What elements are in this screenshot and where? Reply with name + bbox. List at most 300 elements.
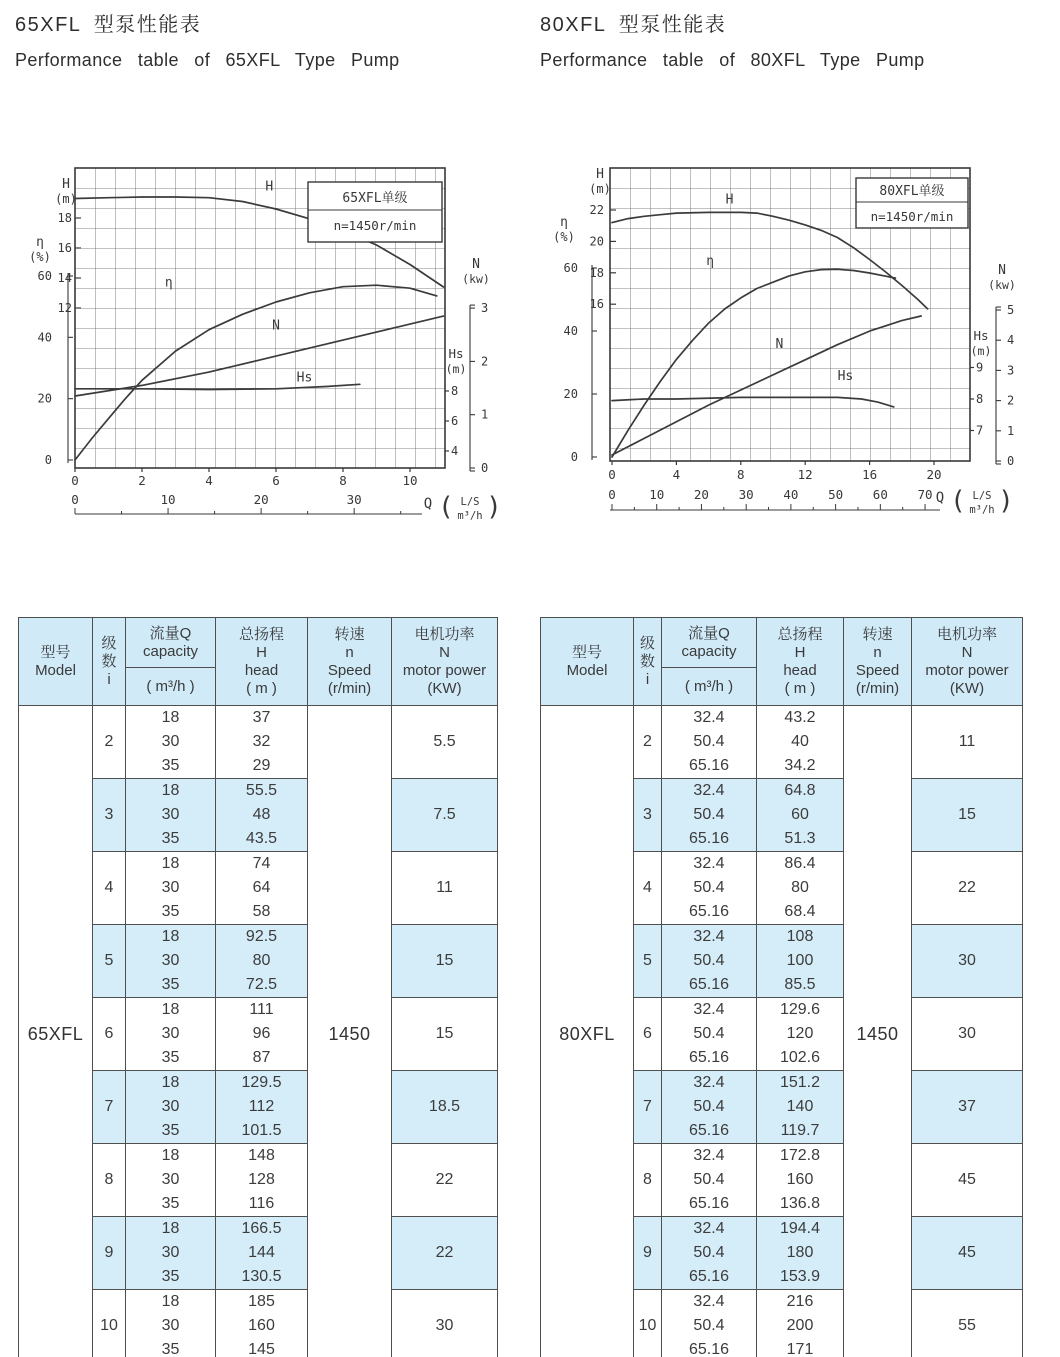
performance-chart-80xfl bbox=[540, 166, 1060, 531]
n-axis-tick: 0 bbox=[481, 461, 489, 475]
head-values bbox=[757, 998, 844, 1071]
chart-container-65xfl bbox=[20, 166, 540, 536]
text-line: motor power bbox=[925, 661, 1009, 679]
x-axis-ls-tick: 6 bbox=[272, 473, 280, 488]
curve-label-Hs: Hs bbox=[296, 370, 313, 386]
text-line: 194.4 bbox=[779, 1220, 821, 1237]
header-model bbox=[19, 618, 93, 706]
text-line: 35 bbox=[161, 1195, 180, 1212]
text-line: 流量Q bbox=[688, 624, 730, 642]
table-header bbox=[541, 618, 1023, 706]
text-line: 50.4 bbox=[693, 806, 725, 823]
text-line: 18 bbox=[161, 709, 180, 726]
n-axis-tick: 2 bbox=[1007, 393, 1015, 408]
header-capacity-unit: ( m³/h ) bbox=[126, 668, 216, 706]
text-line: 65.16 bbox=[688, 830, 730, 847]
text-line: 65.16 bbox=[688, 1195, 730, 1212]
text-line: 30 bbox=[161, 1244, 180, 1261]
text-line: 102.6 bbox=[779, 1049, 821, 1066]
eta-axis-tick: 40 bbox=[563, 324, 578, 338]
eta-axis-unit: (%) bbox=[553, 230, 575, 244]
q-unit-m3h: m³/h bbox=[457, 510, 483, 522]
x-axis-m3h-tick: 40 bbox=[783, 487, 799, 502]
text-line: i bbox=[107, 670, 111, 688]
stage-count-cell: 3 bbox=[634, 779, 662, 852]
text-line: 30 bbox=[161, 1098, 180, 1115]
stage-count-cell: 3 bbox=[93, 779, 126, 852]
head-values bbox=[757, 925, 844, 998]
text-line: 136.8 bbox=[779, 1195, 821, 1212]
text-line: 32.4 bbox=[693, 1001, 725, 1018]
q-paren-close: ) bbox=[998, 486, 1014, 516]
power-cell: 45 bbox=[912, 1144, 1023, 1217]
text-line: 108 bbox=[786, 928, 814, 945]
text-line: 43.5 bbox=[245, 830, 278, 847]
hs-axis-unit: (m) bbox=[970, 344, 992, 358]
text-line: 65.16 bbox=[688, 1268, 730, 1285]
x-axis bbox=[608, 461, 941, 510]
q-unit-ls: L/S bbox=[972, 490, 992, 502]
text-line: head bbox=[783, 661, 817, 679]
n-axis bbox=[988, 263, 1016, 468]
text-line: motor power bbox=[402, 661, 487, 679]
chart-container-80xfl bbox=[540, 166, 1060, 536]
hs-axis-title: Hs bbox=[448, 346, 464, 361]
power-cell: 15 bbox=[392, 998, 498, 1071]
eta-axis-tick: 20 bbox=[37, 391, 52, 406]
stage-count-cell: 8 bbox=[634, 1144, 662, 1217]
hs-axis bbox=[445, 346, 466, 458]
text-line: 型号 bbox=[40, 643, 71, 661]
text-line: (r/min) bbox=[327, 679, 372, 697]
power-cell: 5.5 bbox=[392, 706, 498, 779]
stage-count-cell: 7 bbox=[93, 1071, 126, 1144]
text-line: 129.5 bbox=[241, 1074, 282, 1091]
header-speed bbox=[844, 618, 912, 706]
power-cell: 55 bbox=[912, 1290, 1023, 1357]
q-axis-label bbox=[936, 486, 1014, 516]
eta-axis bbox=[29, 235, 73, 467]
text-line: ( m ) bbox=[246, 679, 277, 697]
capacity-values bbox=[662, 779, 757, 852]
performance-table-80xfl bbox=[540, 617, 1023, 1357]
text-line: 130.5 bbox=[241, 1268, 282, 1285]
x-axis-m3h-tick: 50 bbox=[828, 487, 844, 502]
q-paren-open: ( bbox=[950, 486, 966, 516]
x-axis-ls-tick: 2 bbox=[138, 473, 146, 488]
stage-count-cell: 9 bbox=[634, 1217, 662, 1290]
speed-cell: 1450 bbox=[308, 706, 392, 1357]
text-line: 160 bbox=[786, 1171, 814, 1188]
power-cell: 30 bbox=[912, 925, 1023, 998]
text-line: 转速 bbox=[862, 625, 893, 643]
n-axis-title: N bbox=[472, 257, 480, 272]
header-stage bbox=[93, 618, 126, 706]
power-cell: 11 bbox=[912, 706, 1023, 779]
stage-count-cell: 8 bbox=[93, 1144, 126, 1217]
head-values bbox=[216, 998, 308, 1071]
text-line: 35 bbox=[161, 903, 180, 920]
text-line: 50.4 bbox=[693, 1025, 725, 1042]
text-line: 60 bbox=[791, 806, 809, 823]
text-line: 96 bbox=[252, 1025, 271, 1042]
text-line: 112 bbox=[248, 1098, 275, 1115]
power-cell: 7.5 bbox=[392, 779, 498, 852]
header-head bbox=[757, 618, 844, 706]
n-axis-unit: (kw) bbox=[462, 272, 490, 286]
text-line: 92.5 bbox=[245, 928, 278, 945]
section-65xfl bbox=[15, 8, 530, 1357]
head-values bbox=[216, 779, 308, 852]
head-values bbox=[216, 1290, 308, 1357]
text-line: 30 bbox=[161, 1025, 180, 1042]
capacity-values bbox=[126, 998, 216, 1071]
text-line: 185 bbox=[248, 1293, 275, 1310]
eta-axis bbox=[553, 215, 597, 464]
speed-cell: 1450 bbox=[844, 706, 912, 1357]
text-line: 18 bbox=[161, 1074, 180, 1091]
n-axis-tick: 5 bbox=[1007, 303, 1015, 317]
eta-axis-tick: 60 bbox=[563, 261, 578, 275]
h-axis-tick: 12 bbox=[57, 301, 72, 315]
capacity-values bbox=[126, 1290, 216, 1357]
stage-count-cell: 2 bbox=[634, 706, 662, 779]
header-capacity bbox=[662, 618, 757, 668]
text-line: 18 bbox=[161, 1220, 180, 1237]
head-values bbox=[216, 852, 308, 925]
x-axis-ls-tick: 4 bbox=[205, 473, 213, 488]
text-line: 166.5 bbox=[241, 1220, 282, 1237]
text-line: 65.16 bbox=[688, 903, 730, 920]
text-line: 总扬程 bbox=[777, 625, 823, 643]
power-cell: 15 bbox=[912, 779, 1023, 852]
model-cell: 80XFL bbox=[541, 706, 634, 1357]
text-line: 30 bbox=[161, 879, 180, 896]
text-line: 30 bbox=[161, 806, 180, 823]
hs-axis-tick: 8 bbox=[976, 392, 984, 406]
section-title-en: Performance table of 80XFL Type Pump bbox=[540, 50, 925, 70]
h-axis-title: H bbox=[62, 177, 70, 192]
text-line: 18 bbox=[161, 1001, 180, 1018]
text-line: 129.6 bbox=[779, 1001, 821, 1018]
text-line: Speed bbox=[327, 661, 372, 679]
hs-axis-tick: 9 bbox=[976, 360, 984, 375]
curve-label-Hs: Hs bbox=[837, 369, 854, 385]
capacity-values bbox=[126, 1217, 216, 1290]
text-line: 100 bbox=[786, 952, 814, 969]
text-line: 80 bbox=[791, 879, 809, 896]
capacity-values bbox=[662, 1144, 757, 1217]
head-values bbox=[216, 1071, 308, 1144]
text-line: n bbox=[873, 643, 882, 661]
text-line: 35 bbox=[161, 830, 180, 847]
power-cell: 22 bbox=[392, 1217, 498, 1290]
capacity-values bbox=[662, 998, 757, 1071]
n-axis-tick: 3 bbox=[1007, 363, 1015, 378]
h-axis-tick: 20 bbox=[589, 234, 604, 249]
head-values bbox=[757, 852, 844, 925]
text-line: 74 bbox=[252, 855, 271, 872]
stage-count-cell: 6 bbox=[634, 998, 662, 1071]
x-axis-ls-tick: 8 bbox=[339, 473, 347, 488]
text-line: 140 bbox=[786, 1098, 814, 1115]
text-line: i bbox=[645, 670, 650, 688]
text-line: 18 bbox=[161, 1147, 180, 1164]
text-line: (KW) bbox=[427, 679, 462, 697]
eta-axis-title: η bbox=[560, 215, 568, 230]
legend-box bbox=[308, 182, 442, 242]
eta-axis-tick: 40 bbox=[37, 330, 52, 345]
text-line: 48 bbox=[252, 806, 271, 823]
text-line: 50.4 bbox=[693, 952, 725, 969]
text-line: 37 bbox=[252, 709, 271, 726]
x-axis-m3h-tick: 10 bbox=[160, 492, 176, 507]
text-line: H bbox=[794, 643, 806, 661]
hs-axis-tick: 6 bbox=[451, 414, 459, 428]
text-line: 30 bbox=[161, 733, 180, 750]
text-line: 50.4 bbox=[693, 1098, 725, 1115]
text-line: 30 bbox=[161, 952, 180, 969]
text-line: 148 bbox=[248, 1147, 275, 1164]
n-axis-tick: 2 bbox=[481, 354, 489, 369]
x-axis-m3h-tick: 60 bbox=[872, 487, 888, 502]
head-values bbox=[216, 706, 308, 779]
header-head bbox=[216, 618, 308, 706]
head-values bbox=[216, 1144, 308, 1217]
text-line: 101.5 bbox=[241, 1122, 282, 1139]
x-axis-ls-tick: 20 bbox=[926, 467, 942, 482]
h-axis-tick: 22 bbox=[589, 203, 604, 217]
hs-axis-tick: 8 bbox=[451, 384, 459, 398]
text-line: 30 bbox=[161, 1171, 180, 1188]
text-line: 总扬程 bbox=[238, 625, 284, 643]
header-capacity bbox=[126, 618, 216, 668]
h-axis-tick: 16 bbox=[57, 241, 72, 255]
text-line: 级 bbox=[639, 634, 655, 652]
text-line: H bbox=[256, 643, 267, 661]
x-axis-m3h-tick: 20 bbox=[693, 487, 709, 502]
capacity-values bbox=[126, 925, 216, 998]
text-line: 144 bbox=[248, 1244, 275, 1261]
stage-count-cell: 4 bbox=[93, 852, 126, 925]
text-line: 18 bbox=[161, 855, 180, 872]
text-line: Speed bbox=[855, 661, 900, 679]
x-axis-ls-tick: 10 bbox=[402, 473, 418, 488]
text-line: head bbox=[244, 661, 279, 679]
text-line: 32.4 bbox=[693, 709, 725, 726]
text-line: 35 bbox=[161, 1122, 180, 1139]
header-power bbox=[392, 618, 498, 706]
h-axis-tick: 18 bbox=[589, 265, 604, 280]
n-axis-title: N bbox=[998, 263, 1006, 278]
n-axis-tick: 1 bbox=[481, 407, 489, 422]
section-80xfl bbox=[540, 8, 1055, 1357]
n-axis-tick: 0 bbox=[1007, 454, 1015, 468]
text-line: 50.4 bbox=[693, 1244, 725, 1261]
text-line: 34.2 bbox=[784, 757, 816, 774]
text-line: capacity bbox=[142, 642, 199, 660]
n-axis-unit: (kw) bbox=[988, 278, 1016, 292]
text-line: (KW) bbox=[949, 679, 985, 697]
legend-box bbox=[856, 178, 968, 228]
h-axis-tick: 18 bbox=[57, 211, 72, 225]
eta-axis-tick: 60 bbox=[37, 268, 52, 283]
header-power bbox=[912, 618, 1023, 706]
curve-label-N: N bbox=[272, 318, 280, 334]
q-axis-label bbox=[424, 492, 502, 522]
section-title-en: Performance table of 65XFL Type Pump bbox=[15, 50, 400, 70]
stage-count-cell: 10 bbox=[634, 1290, 662, 1357]
text-line: 18 bbox=[161, 782, 180, 799]
text-line: 32.4 bbox=[693, 1293, 725, 1310]
text-line: 51.3 bbox=[784, 830, 816, 847]
x-axis-m3h-tick: 20 bbox=[253, 492, 269, 507]
text-line: 29 bbox=[252, 757, 271, 774]
capacity-values bbox=[126, 706, 216, 779]
text-line: 111 bbox=[249, 1001, 274, 1018]
text-line: 35 bbox=[161, 976, 180, 993]
legend-model-label: 80XFL单级 bbox=[879, 184, 945, 199]
eta-axis-title: η bbox=[36, 235, 44, 250]
text-line: Model bbox=[35, 661, 76, 679]
text-line: 32.4 bbox=[693, 1220, 725, 1237]
table-row-stage-2 bbox=[541, 706, 1023, 779]
x-axis-m3h-tick: 30 bbox=[738, 487, 754, 502]
text-line: 32.4 bbox=[693, 855, 725, 872]
text-line: 120 bbox=[786, 1025, 814, 1042]
text-line: 数 bbox=[639, 652, 655, 670]
text-line: 32.4 bbox=[693, 782, 725, 799]
text-line: 171 bbox=[786, 1341, 814, 1357]
table-header bbox=[19, 618, 498, 706]
stage-count-cell: 4 bbox=[634, 852, 662, 925]
text-line: 65.16 bbox=[688, 976, 730, 993]
q-label: Q bbox=[423, 496, 433, 512]
text-line: 50.4 bbox=[693, 733, 725, 750]
text-line: 65.16 bbox=[688, 1122, 730, 1139]
power-cell: 18.5 bbox=[392, 1071, 498, 1144]
table-body bbox=[19, 706, 498, 1357]
table-row-stage-2 bbox=[19, 706, 498, 779]
text-line: 50.4 bbox=[693, 879, 725, 896]
section-title-zh: 65XFL 型泵性能表 bbox=[15, 14, 202, 36]
q-paren-close: ) bbox=[486, 492, 502, 522]
h-axis-title: H bbox=[596, 167, 604, 182]
q-unit-m3h: m³/h bbox=[969, 504, 995, 516]
eta-axis-unit: (%) bbox=[29, 250, 51, 264]
power-cell: 15 bbox=[392, 925, 498, 998]
power-cell: 22 bbox=[912, 852, 1023, 925]
eta-axis-tick: 0 bbox=[570, 450, 578, 464]
hs-axis-title: Hs bbox=[973, 328, 989, 343]
text-line: N bbox=[961, 643, 973, 661]
eta-axis-tick: 0 bbox=[44, 453, 52, 467]
head-values bbox=[216, 1217, 308, 1290]
text-line: 64 bbox=[252, 879, 271, 896]
model-cell: 65XFL bbox=[19, 706, 93, 1357]
text-line: 180 bbox=[786, 1244, 814, 1261]
text-line: 32.4 bbox=[693, 1074, 725, 1091]
x-axis bbox=[71, 468, 422, 514]
x-axis-ls-tick: 8 bbox=[737, 467, 745, 482]
text-line: 65.16 bbox=[688, 757, 730, 774]
n-axis-tick: 4 bbox=[1007, 333, 1015, 348]
h-axis-tick: 16 bbox=[589, 297, 604, 312]
text-line: 35 bbox=[161, 757, 180, 774]
text-line: 35 bbox=[161, 1049, 180, 1066]
head-values bbox=[757, 1217, 844, 1290]
head-values bbox=[216, 925, 308, 998]
section-title-zh: 80XFL 型泵性能表 bbox=[540, 14, 727, 36]
text-line: 64.8 bbox=[784, 782, 816, 799]
text-line: 216 bbox=[786, 1293, 814, 1310]
text-line: 流量Q bbox=[149, 624, 192, 642]
head-values bbox=[757, 1071, 844, 1144]
power-cell: 22 bbox=[392, 1144, 498, 1217]
text-line: 35 bbox=[161, 1341, 180, 1357]
legend-speed-label: n=1450r/min bbox=[870, 209, 954, 224]
text-line: 43.2 bbox=[784, 709, 816, 726]
text-line: (r/min) bbox=[855, 679, 900, 697]
x-axis-m3h-tick: 10 bbox=[649, 487, 665, 502]
head-values bbox=[757, 779, 844, 852]
text-line: 65.16 bbox=[688, 1341, 730, 1357]
q-unit-ls: L/S bbox=[460, 496, 480, 508]
capacity-values bbox=[662, 925, 757, 998]
hs-axis-tick: 4 bbox=[451, 444, 459, 458]
header-capacity-unit: ( m³/h ) bbox=[662, 668, 757, 706]
text-line: n bbox=[345, 643, 354, 661]
x-axis-ls-tick: 16 bbox=[862, 467, 878, 482]
power-cell: 11 bbox=[392, 852, 498, 925]
header-speed bbox=[308, 618, 392, 706]
head-values bbox=[757, 1144, 844, 1217]
n-axis-tick: 1 bbox=[1007, 423, 1015, 438]
stage-count-cell: 10 bbox=[93, 1290, 126, 1357]
hs-axis-unit: (m) bbox=[445, 362, 467, 376]
capacity-values bbox=[662, 1290, 757, 1357]
text-line: 18 bbox=[161, 928, 180, 945]
stage-count-cell: 2 bbox=[93, 706, 126, 779]
x-axis-ls-tick: 0 bbox=[71, 473, 79, 488]
capacity-values bbox=[662, 1071, 757, 1144]
performance-chart-65xfl bbox=[20, 166, 540, 531]
x-axis-ls-tick: 12 bbox=[797, 467, 813, 482]
text-line: 86.4 bbox=[784, 855, 816, 872]
header-model bbox=[541, 618, 634, 706]
header-stage bbox=[634, 618, 662, 706]
text-line: 50.4 bbox=[693, 1317, 725, 1334]
power-cell: 45 bbox=[912, 1217, 1023, 1290]
curve-label-eta: η bbox=[706, 253, 715, 269]
text-line: 40 bbox=[791, 733, 809, 750]
text-line: 30 bbox=[161, 1317, 180, 1334]
text-line: Model bbox=[566, 661, 608, 679]
legend-model-label: 65XFL单级 bbox=[342, 191, 408, 206]
x-axis-ls-tick: 0 bbox=[608, 467, 616, 482]
head-values bbox=[757, 1290, 844, 1357]
capacity-values bbox=[662, 1217, 757, 1290]
text-line: 128 bbox=[248, 1171, 275, 1188]
text-line: 18 bbox=[161, 1293, 180, 1310]
n-axis-tick: 3 bbox=[481, 301, 489, 316]
eta-axis-tick: 20 bbox=[563, 387, 578, 401]
text-line: 172.8 bbox=[779, 1147, 821, 1164]
text-line: 151.2 bbox=[779, 1074, 821, 1091]
head-values bbox=[757, 706, 844, 779]
x-axis-m3h-tick: 0 bbox=[71, 492, 79, 507]
text-line: 35 bbox=[161, 1268, 180, 1285]
